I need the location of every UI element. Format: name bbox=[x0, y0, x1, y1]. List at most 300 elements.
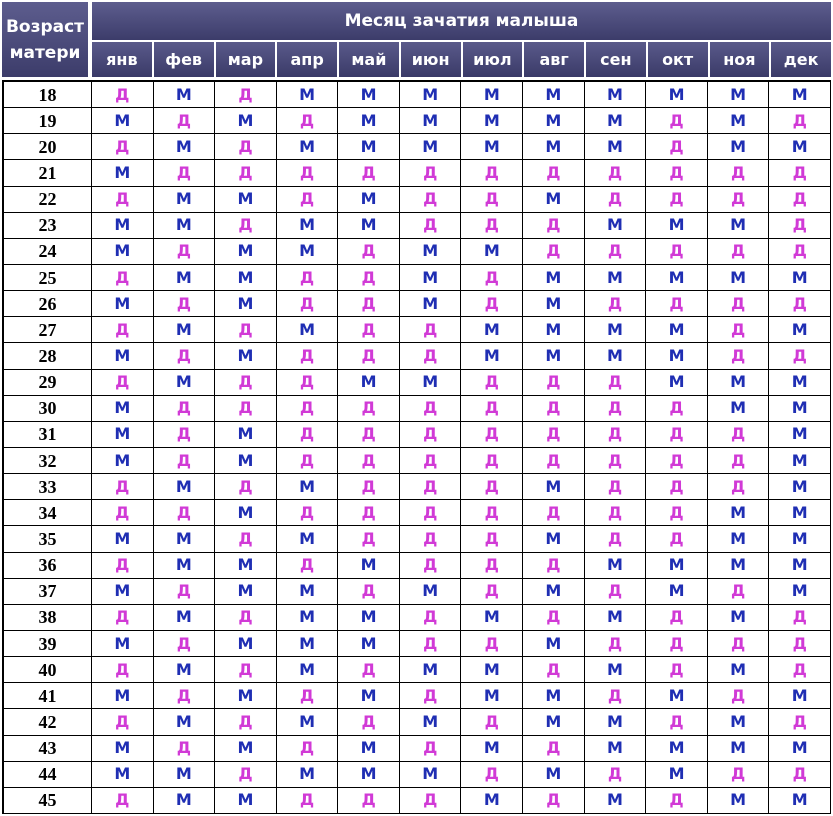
gender-cell: Д bbox=[708, 160, 770, 186]
gender-chart-table bbox=[2, 2, 831, 814]
gender-cell: М bbox=[646, 265, 708, 291]
gender-cell: М bbox=[646, 579, 708, 605]
gender-cell: Д bbox=[400, 160, 462, 186]
gender-cell: М bbox=[769, 788, 831, 814]
gender-cell: Д bbox=[523, 213, 585, 239]
gender-cell: Д bbox=[461, 631, 523, 657]
gender-cell: Д bbox=[92, 370, 154, 396]
gender-cell: Д bbox=[215, 526, 277, 552]
age-column-header bbox=[2, 2, 90, 77]
gender-cell: Д bbox=[154, 631, 216, 657]
gender-cell: Д bbox=[523, 160, 585, 186]
gender-cell: Д bbox=[277, 500, 339, 526]
gender-cell: М bbox=[338, 631, 400, 657]
gender-cell: Д bbox=[769, 343, 831, 369]
gender-cell: М bbox=[400, 709, 462, 735]
gender-cell: Д bbox=[646, 631, 708, 657]
gender-cell: Д bbox=[92, 134, 154, 160]
gender-cell: М bbox=[92, 422, 154, 448]
gender-cell: Д bbox=[215, 213, 277, 239]
gender-cell: М bbox=[154, 370, 216, 396]
month-header: окт bbox=[648, 42, 708, 77]
gender-cell: М bbox=[461, 683, 523, 709]
gender-cell: Д bbox=[400, 526, 462, 552]
month-header: мар bbox=[216, 42, 276, 77]
gender-cell: Д bbox=[646, 291, 708, 317]
gender-cell: Д bbox=[400, 213, 462, 239]
gender-cell: Д bbox=[215, 709, 277, 735]
gender-cell: М bbox=[338, 370, 400, 396]
gender-cell: Д bbox=[338, 265, 400, 291]
gender-cell: Д bbox=[400, 683, 462, 709]
gender-cell: М bbox=[523, 82, 585, 108]
gender-cell: М bbox=[708, 657, 770, 683]
gender-cell: М bbox=[92, 579, 154, 605]
gender-cell: М bbox=[708, 213, 770, 239]
gender-cell: Д bbox=[277, 683, 339, 709]
age-cell: 21 bbox=[4, 160, 92, 186]
gender-cell: Д bbox=[708, 343, 770, 369]
gender-cell: М bbox=[92, 526, 154, 552]
gender-cell: Д bbox=[708, 631, 770, 657]
gender-cell: М bbox=[769, 265, 831, 291]
gender-cell: Д bbox=[338, 422, 400, 448]
gender-cell: М bbox=[646, 762, 708, 788]
gender-cell: Д bbox=[585, 631, 647, 657]
gender-cell: М bbox=[461, 605, 523, 631]
gender-cell: Д bbox=[400, 448, 462, 474]
gender-cell: Д bbox=[523, 788, 585, 814]
gender-cell: М bbox=[92, 631, 154, 657]
gender-cell: Д bbox=[400, 422, 462, 448]
gender-cell: М bbox=[215, 239, 277, 265]
gender-cell: М bbox=[585, 317, 647, 343]
gender-cell: Д bbox=[154, 239, 216, 265]
gender-cell: Д bbox=[769, 291, 831, 317]
gender-cell: М bbox=[215, 265, 277, 291]
gender-cell: М bbox=[769, 474, 831, 500]
gender-cell: Д bbox=[215, 160, 277, 186]
gender-cell: Д bbox=[400, 474, 462, 500]
gender-cell: М bbox=[92, 291, 154, 317]
gender-cell: М bbox=[400, 239, 462, 265]
gender-cell: М bbox=[461, 239, 523, 265]
gender-cell: М bbox=[154, 605, 216, 631]
gender-cell: М bbox=[769, 134, 831, 160]
gender-cell: Д bbox=[461, 160, 523, 186]
gender-cell: М bbox=[708, 265, 770, 291]
gender-cell: М bbox=[338, 683, 400, 709]
gender-cell: М bbox=[585, 605, 647, 631]
gender-cell: М bbox=[154, 317, 216, 343]
gender-cell: М bbox=[92, 160, 154, 186]
gender-cell: М bbox=[154, 762, 216, 788]
month-header: июн bbox=[401, 42, 461, 77]
gender-cell: Д bbox=[277, 343, 339, 369]
gender-cell: М bbox=[215, 108, 277, 134]
gender-cell: М bbox=[646, 370, 708, 396]
age-cell: 22 bbox=[4, 187, 92, 213]
gender-cell: М bbox=[646, 683, 708, 709]
gender-cell: Д bbox=[92, 317, 154, 343]
age-cell: 30 bbox=[4, 396, 92, 422]
gender-cell: М bbox=[215, 579, 277, 605]
gender-cell: Д bbox=[769, 762, 831, 788]
gender-cell: Д bbox=[769, 631, 831, 657]
gender-cell: Д bbox=[646, 448, 708, 474]
gender-cell: М bbox=[523, 108, 585, 134]
gender-cell: М bbox=[523, 343, 585, 369]
gender-cell: М bbox=[338, 213, 400, 239]
month-header: янв bbox=[92, 42, 152, 77]
gender-cell: М bbox=[92, 683, 154, 709]
gender-cell: М bbox=[215, 448, 277, 474]
gender-cell: М bbox=[154, 788, 216, 814]
gender-cell: М bbox=[92, 343, 154, 369]
gender-cell: Д bbox=[769, 657, 831, 683]
gender-cell: Д bbox=[461, 553, 523, 579]
month-header: апр bbox=[277, 42, 337, 77]
gender-cell: Д bbox=[585, 579, 647, 605]
age-cell: 19 bbox=[4, 108, 92, 134]
gender-cell: Д bbox=[646, 187, 708, 213]
gender-cell: М bbox=[400, 657, 462, 683]
gender-cell: М bbox=[585, 108, 647, 134]
gender-cell: Д bbox=[154, 160, 216, 186]
gender-cell: Д bbox=[523, 239, 585, 265]
gender-cell: Д bbox=[400, 605, 462, 631]
gender-cell: М bbox=[769, 448, 831, 474]
gender-cell: Д bbox=[461, 422, 523, 448]
gender-cell: Д bbox=[400, 553, 462, 579]
gender-cell: М bbox=[92, 239, 154, 265]
gender-cell: М bbox=[523, 683, 585, 709]
gender-cell: Д bbox=[154, 396, 216, 422]
gender-cell: М bbox=[585, 709, 647, 735]
gender-cell: Д bbox=[523, 605, 585, 631]
gender-cell: Д bbox=[461, 762, 523, 788]
gender-cell: М bbox=[585, 788, 647, 814]
gender-cell: М bbox=[461, 343, 523, 369]
gender-cell: Д bbox=[646, 474, 708, 500]
gender-cell: М bbox=[769, 579, 831, 605]
gender-cell: М bbox=[769, 370, 831, 396]
gender-cell: М bbox=[461, 82, 523, 108]
gender-cell: М bbox=[523, 291, 585, 317]
gender-cell: М bbox=[461, 317, 523, 343]
gender-cell: М bbox=[523, 631, 585, 657]
gender-cell: Д bbox=[646, 605, 708, 631]
gender-cell: Д bbox=[338, 291, 400, 317]
gender-cell: Д bbox=[338, 317, 400, 343]
month-title-header: Месяц зачатия малыша bbox=[92, 2, 831, 40]
gender-cell: Д bbox=[523, 370, 585, 396]
gender-cell: М bbox=[523, 526, 585, 552]
gender-cell: Д bbox=[277, 108, 339, 134]
gender-cell: М bbox=[646, 553, 708, 579]
gender-cell: Д bbox=[338, 160, 400, 186]
gender-cell: М bbox=[708, 605, 770, 631]
gender-cell: Д bbox=[277, 788, 339, 814]
gender-cell: Д bbox=[277, 370, 339, 396]
gender-cell: Д bbox=[215, 396, 277, 422]
gender-cell: М bbox=[769, 317, 831, 343]
gender-cell: Д bbox=[708, 239, 770, 265]
gender-cell: М bbox=[215, 736, 277, 762]
gender-cell: Д bbox=[400, 500, 462, 526]
gender-cell: М bbox=[646, 736, 708, 762]
gender-cell: М bbox=[154, 213, 216, 239]
gender-cell: М bbox=[708, 526, 770, 552]
gender-cell: Д bbox=[646, 788, 708, 814]
gender-cell: Д bbox=[769, 709, 831, 735]
gender-cell: Д bbox=[708, 422, 770, 448]
gender-cell: М bbox=[277, 474, 339, 500]
month-header: дек bbox=[771, 42, 831, 77]
gender-cell: Д bbox=[215, 657, 277, 683]
gender-cell: Д bbox=[461, 265, 523, 291]
gender-cell: Д bbox=[708, 187, 770, 213]
gender-cell: Д bbox=[585, 160, 647, 186]
gender-cell: Д bbox=[585, 396, 647, 422]
gender-cell: М bbox=[769, 683, 831, 709]
gender-cell: М bbox=[277, 605, 339, 631]
gender-cell: М bbox=[338, 762, 400, 788]
gender-cell: М bbox=[400, 82, 462, 108]
age-cell: 24 bbox=[4, 239, 92, 265]
month-header: июл bbox=[463, 42, 523, 77]
gender-cell: Д bbox=[585, 187, 647, 213]
gender-cell: М bbox=[154, 553, 216, 579]
gender-cell: Д bbox=[523, 500, 585, 526]
gender-cell: Д bbox=[338, 474, 400, 500]
gender-cell: Д bbox=[338, 788, 400, 814]
gender-cell: М bbox=[338, 82, 400, 108]
gender-cell: М bbox=[277, 709, 339, 735]
gender-cell: М bbox=[215, 500, 277, 526]
gender-cell: М bbox=[215, 631, 277, 657]
gender-cell: Д bbox=[585, 500, 647, 526]
gender-cell: Д bbox=[400, 788, 462, 814]
age-cell: 32 bbox=[4, 448, 92, 474]
gender-cell: Д bbox=[708, 317, 770, 343]
gender-cell: Д bbox=[400, 343, 462, 369]
gender-cell: Д bbox=[154, 736, 216, 762]
gender-cell: Д bbox=[646, 396, 708, 422]
gender-cell: Д bbox=[215, 474, 277, 500]
age-cell: 44 bbox=[4, 762, 92, 788]
gender-cell: М bbox=[154, 709, 216, 735]
gender-cell: Д bbox=[400, 317, 462, 343]
age-cell: 34 bbox=[4, 500, 92, 526]
gender-cell: М bbox=[523, 579, 585, 605]
gender-cell: М bbox=[215, 291, 277, 317]
gender-cell: М bbox=[461, 108, 523, 134]
gender-cell: Д bbox=[646, 500, 708, 526]
gender-cell: М bbox=[461, 788, 523, 814]
gender-cell: М bbox=[708, 736, 770, 762]
gender-cell: М bbox=[92, 108, 154, 134]
age-cell: 18 bbox=[4, 82, 92, 108]
gender-cell: М bbox=[92, 762, 154, 788]
gender-cell: Д bbox=[769, 213, 831, 239]
gender-cell: М bbox=[277, 213, 339, 239]
age-cell: 33 bbox=[4, 474, 92, 500]
gender-cell: М bbox=[215, 683, 277, 709]
gender-cell: Д bbox=[277, 291, 339, 317]
gender-cell: Д bbox=[708, 291, 770, 317]
gender-cell: Д bbox=[523, 553, 585, 579]
gender-cell: Д bbox=[708, 579, 770, 605]
gender-cell: М bbox=[708, 500, 770, 526]
gender-cell: Д bbox=[461, 291, 523, 317]
age-cell: 27 bbox=[4, 317, 92, 343]
gender-cell: М bbox=[277, 657, 339, 683]
gender-cell: М bbox=[277, 579, 339, 605]
gender-cell: М bbox=[646, 343, 708, 369]
gender-cell: Д bbox=[585, 683, 647, 709]
gender-cell: Д bbox=[338, 709, 400, 735]
gender-cell: М bbox=[523, 134, 585, 160]
gender-cell: Д bbox=[277, 736, 339, 762]
gender-cell: Д bbox=[523, 396, 585, 422]
gender-cell: М bbox=[769, 82, 831, 108]
gender-cell: М bbox=[400, 108, 462, 134]
gender-cell: Д bbox=[92, 187, 154, 213]
gender-cell: М bbox=[277, 762, 339, 788]
gender-cell: Д bbox=[585, 448, 647, 474]
gender-cell: Д bbox=[769, 160, 831, 186]
age-cell: 35 bbox=[4, 526, 92, 552]
gender-cell: Д bbox=[154, 343, 216, 369]
gender-cell: М bbox=[338, 736, 400, 762]
gender-cell: Д bbox=[277, 422, 339, 448]
gender-cell: Д bbox=[92, 788, 154, 814]
gender-cell: Д bbox=[338, 657, 400, 683]
gender-cell: М bbox=[585, 657, 647, 683]
age-cell: 42 bbox=[4, 709, 92, 735]
gender-cell: Д bbox=[338, 526, 400, 552]
gender-cell: М bbox=[154, 474, 216, 500]
gender-cell: М bbox=[154, 657, 216, 683]
gender-cell: М bbox=[400, 370, 462, 396]
gender-cell: Д bbox=[461, 370, 523, 396]
gender-cell: М bbox=[769, 553, 831, 579]
gender-cell: Д bbox=[708, 474, 770, 500]
age-cell: 31 bbox=[4, 422, 92, 448]
gender-cell: М bbox=[338, 108, 400, 134]
gender-cell: М bbox=[523, 265, 585, 291]
gender-cell: Д bbox=[461, 448, 523, 474]
gender-cell: М bbox=[154, 82, 216, 108]
gender-cell: Д bbox=[646, 526, 708, 552]
gender-cell: М bbox=[708, 788, 770, 814]
gender-cell: М bbox=[708, 553, 770, 579]
gender-cell: М bbox=[277, 134, 339, 160]
gender-cell: Д bbox=[338, 500, 400, 526]
month-header-row bbox=[92, 42, 831, 77]
gender-cell: Д bbox=[277, 553, 339, 579]
gender-cell: М bbox=[769, 500, 831, 526]
gender-cell: Д bbox=[154, 683, 216, 709]
age-cell: 40 bbox=[4, 657, 92, 683]
gender-cell: М bbox=[708, 82, 770, 108]
gender-cell: М bbox=[708, 709, 770, 735]
gender-cell: Д bbox=[92, 82, 154, 108]
gender-cell: Д bbox=[338, 343, 400, 369]
age-cell: 39 bbox=[4, 631, 92, 657]
gender-cell: М bbox=[585, 82, 647, 108]
gender-cell: Д bbox=[769, 108, 831, 134]
gender-cell: Д bbox=[708, 448, 770, 474]
age-cell: 43 bbox=[4, 736, 92, 762]
age-cell: 38 bbox=[4, 605, 92, 631]
gender-cell: Д bbox=[215, 134, 277, 160]
gender-cell: Д bbox=[646, 657, 708, 683]
gender-cell: Д bbox=[769, 605, 831, 631]
gender-cell: Д bbox=[523, 448, 585, 474]
gender-cell: Д bbox=[769, 187, 831, 213]
gender-cell: Д bbox=[338, 448, 400, 474]
gender-cell: М bbox=[585, 736, 647, 762]
month-header: фев bbox=[154, 42, 214, 77]
gender-cell: Д bbox=[215, 317, 277, 343]
gender-cell: Д bbox=[585, 762, 647, 788]
gender-cell: Д bbox=[338, 579, 400, 605]
gender-cell: Д bbox=[400, 396, 462, 422]
gender-cell: М bbox=[708, 134, 770, 160]
gender-cell: Д bbox=[646, 160, 708, 186]
month-header: ноя bbox=[710, 42, 770, 77]
gender-cell: М bbox=[400, 579, 462, 605]
gender-cell: Д bbox=[400, 187, 462, 213]
gender-cell: Д bbox=[646, 134, 708, 160]
gender-cell: Д bbox=[769, 239, 831, 265]
gender-cell: Д bbox=[646, 108, 708, 134]
gender-cell: М bbox=[215, 422, 277, 448]
gender-cell: Д bbox=[92, 709, 154, 735]
gender-cell: Д bbox=[585, 239, 647, 265]
gender-cell: М bbox=[338, 553, 400, 579]
gender-cell: М bbox=[338, 134, 400, 160]
gender-cell: Д bbox=[461, 526, 523, 552]
gender-cell: М bbox=[400, 762, 462, 788]
gender-cell: Д bbox=[585, 474, 647, 500]
gender-cell: Д bbox=[585, 422, 647, 448]
gender-cell: М bbox=[338, 187, 400, 213]
gender-cell: М bbox=[154, 526, 216, 552]
gender-cell: М bbox=[400, 265, 462, 291]
gender-cell: Д bbox=[585, 526, 647, 552]
month-header: авг bbox=[524, 42, 584, 77]
gender-cell: Д bbox=[215, 82, 277, 108]
gender-cell: Д bbox=[646, 239, 708, 265]
gender-cell: М bbox=[154, 134, 216, 160]
gender-cell: М bbox=[92, 736, 154, 762]
gender-cell: М bbox=[585, 213, 647, 239]
gender-cell: Д bbox=[277, 160, 339, 186]
gender-cell: М bbox=[400, 134, 462, 160]
month-header: сен bbox=[586, 42, 646, 77]
gender-cell: М bbox=[277, 631, 339, 657]
gender-cell: М bbox=[92, 396, 154, 422]
gender-cell: Д bbox=[277, 265, 339, 291]
gender-cell: М bbox=[92, 213, 154, 239]
gender-cell: М bbox=[585, 134, 647, 160]
gender-cell: Д bbox=[154, 448, 216, 474]
gender-cell: М bbox=[523, 709, 585, 735]
age-cell: 28 bbox=[4, 343, 92, 369]
